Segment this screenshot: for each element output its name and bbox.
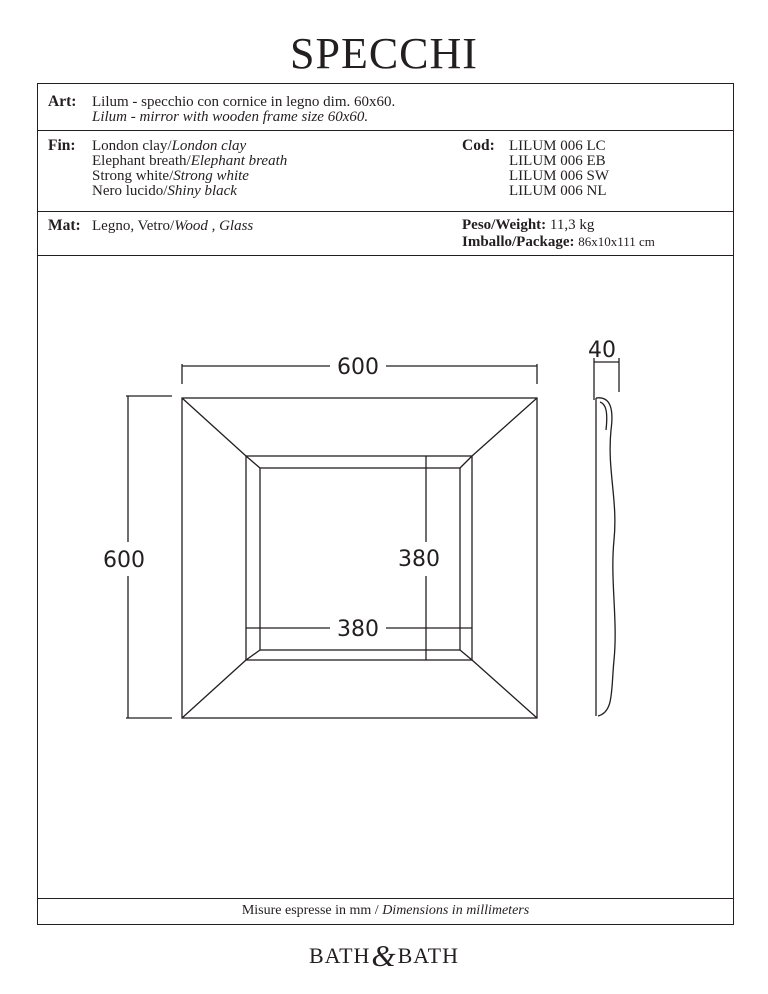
finish-item: London clay/London clay xyxy=(92,138,247,154)
depth-dimension-label: 40 xyxy=(588,338,616,363)
code-item: LILUM 006 LC xyxy=(509,138,606,154)
width-dimension-label: 600 xyxy=(337,355,379,380)
mat-label: Mat: xyxy=(48,217,81,234)
brand-logo: BATH&BATH xyxy=(308,938,460,973)
article-text-en: Lilum - mirror with wooden frame size 60x60. xyxy=(92,109,369,125)
code-item: LILUM 006 EB xyxy=(509,153,606,169)
material-value: Legno, Vetro/Wood , Glass xyxy=(92,218,254,234)
cod-label: Cod: xyxy=(462,137,495,154)
height-dimension-label: 600 xyxy=(103,548,145,573)
code-item: LILUM 006 SW xyxy=(509,168,609,184)
finish-item: Elephant breath/Elephant breath xyxy=(92,153,288,169)
weight-value: 11,3 kg xyxy=(549,217,595,233)
art-label: Art: xyxy=(48,93,77,110)
weight-label: Peso/Weight: xyxy=(462,217,547,233)
package-value: 86x10x111 cm xyxy=(578,234,655,249)
inner-width-dimension-label: 380 xyxy=(337,617,379,642)
finish-item: Strong white/Strong white xyxy=(92,168,249,184)
inner-height-dimension-label: 380 xyxy=(398,547,440,572)
package-label: Imballo/Package: xyxy=(462,234,575,250)
mirror-side-profile xyxy=(596,398,615,716)
finish-item: Nero lucido/Shiny black xyxy=(92,183,237,199)
page-title: SPECCHI xyxy=(290,29,478,78)
footer-note: Misure espresse in mm / Dimensions in millimeters xyxy=(38,898,733,924)
fin-label: Fin: xyxy=(48,137,76,154)
article-text-it: Lilum - specchio con cornice in legno dim. 60x60. xyxy=(92,94,396,110)
code-item: LILUM 006 NL xyxy=(509,183,607,199)
